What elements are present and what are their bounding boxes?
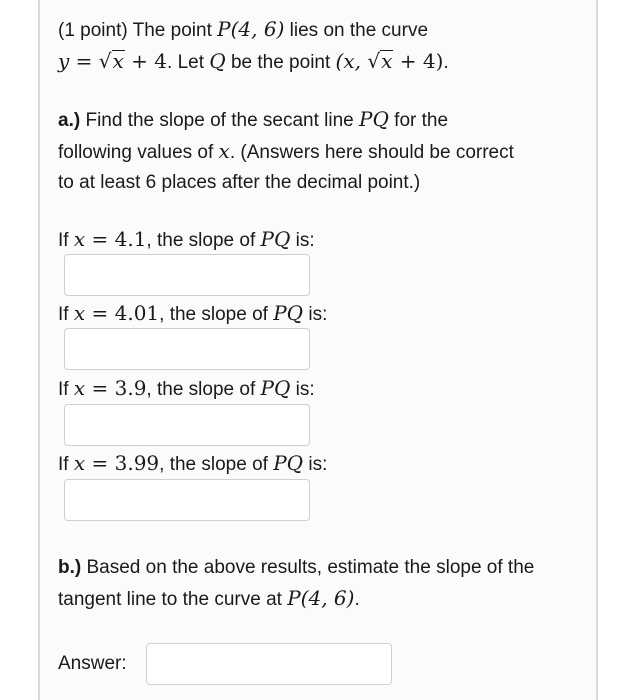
points-label: (1 point) [58,20,128,41]
slope-input-2[interactable] [65,329,309,369]
slope-input-3[interactable] [65,405,309,445]
tangent-slope-field[interactable] [147,644,391,684]
point-p: P(4, 6) [217,17,285,41]
part-a-instructions: a.) Find the slope of the secant line PQ for the following values of x. (Answers here should be correct to at least 6 places after the decimal point.) [58,107,514,193]
item-3-label: If x = 3.9, the slope of PQ is: [58,376,315,400]
part-b-instructions: b.) Based on the above results, estimate the slope of the tangent line to the curve at P(4, 6). [58,557,535,610]
problem-intro [58,14,449,78]
answer-label: Answer: [58,653,127,674]
slope-input-x-3.99[interactable] [64,479,310,521]
sqrt-symbol: √ [98,49,112,73]
part-b-label: b.) [58,557,82,578]
intro-line-1: (1 point) The point P(4, 6) lies on the curve [58,17,429,41]
slope-input-x-3.9[interactable] [64,404,310,446]
slope-input-x-4.1[interactable] [64,254,310,296]
item-1-label: If x = 4.1, the slope of PQ is: [58,227,315,251]
part-a-label: a.) [58,110,81,131]
slope-input-4[interactable] [65,480,309,520]
item-4-label: If x = 3.99, the slope of PQ is: [58,451,328,475]
tangent-slope-input[interactable] [146,643,392,685]
problem-panel [38,0,598,700]
item-2-label: If x = 4.01, the slope of PQ is: [58,301,328,325]
slope-input-x-4.01[interactable] [64,328,310,370]
intro-line-2: y = √x + 4. Let Q be the point (x, √x + 4). [58,49,449,73]
slope-input-1[interactable] [65,255,309,295]
